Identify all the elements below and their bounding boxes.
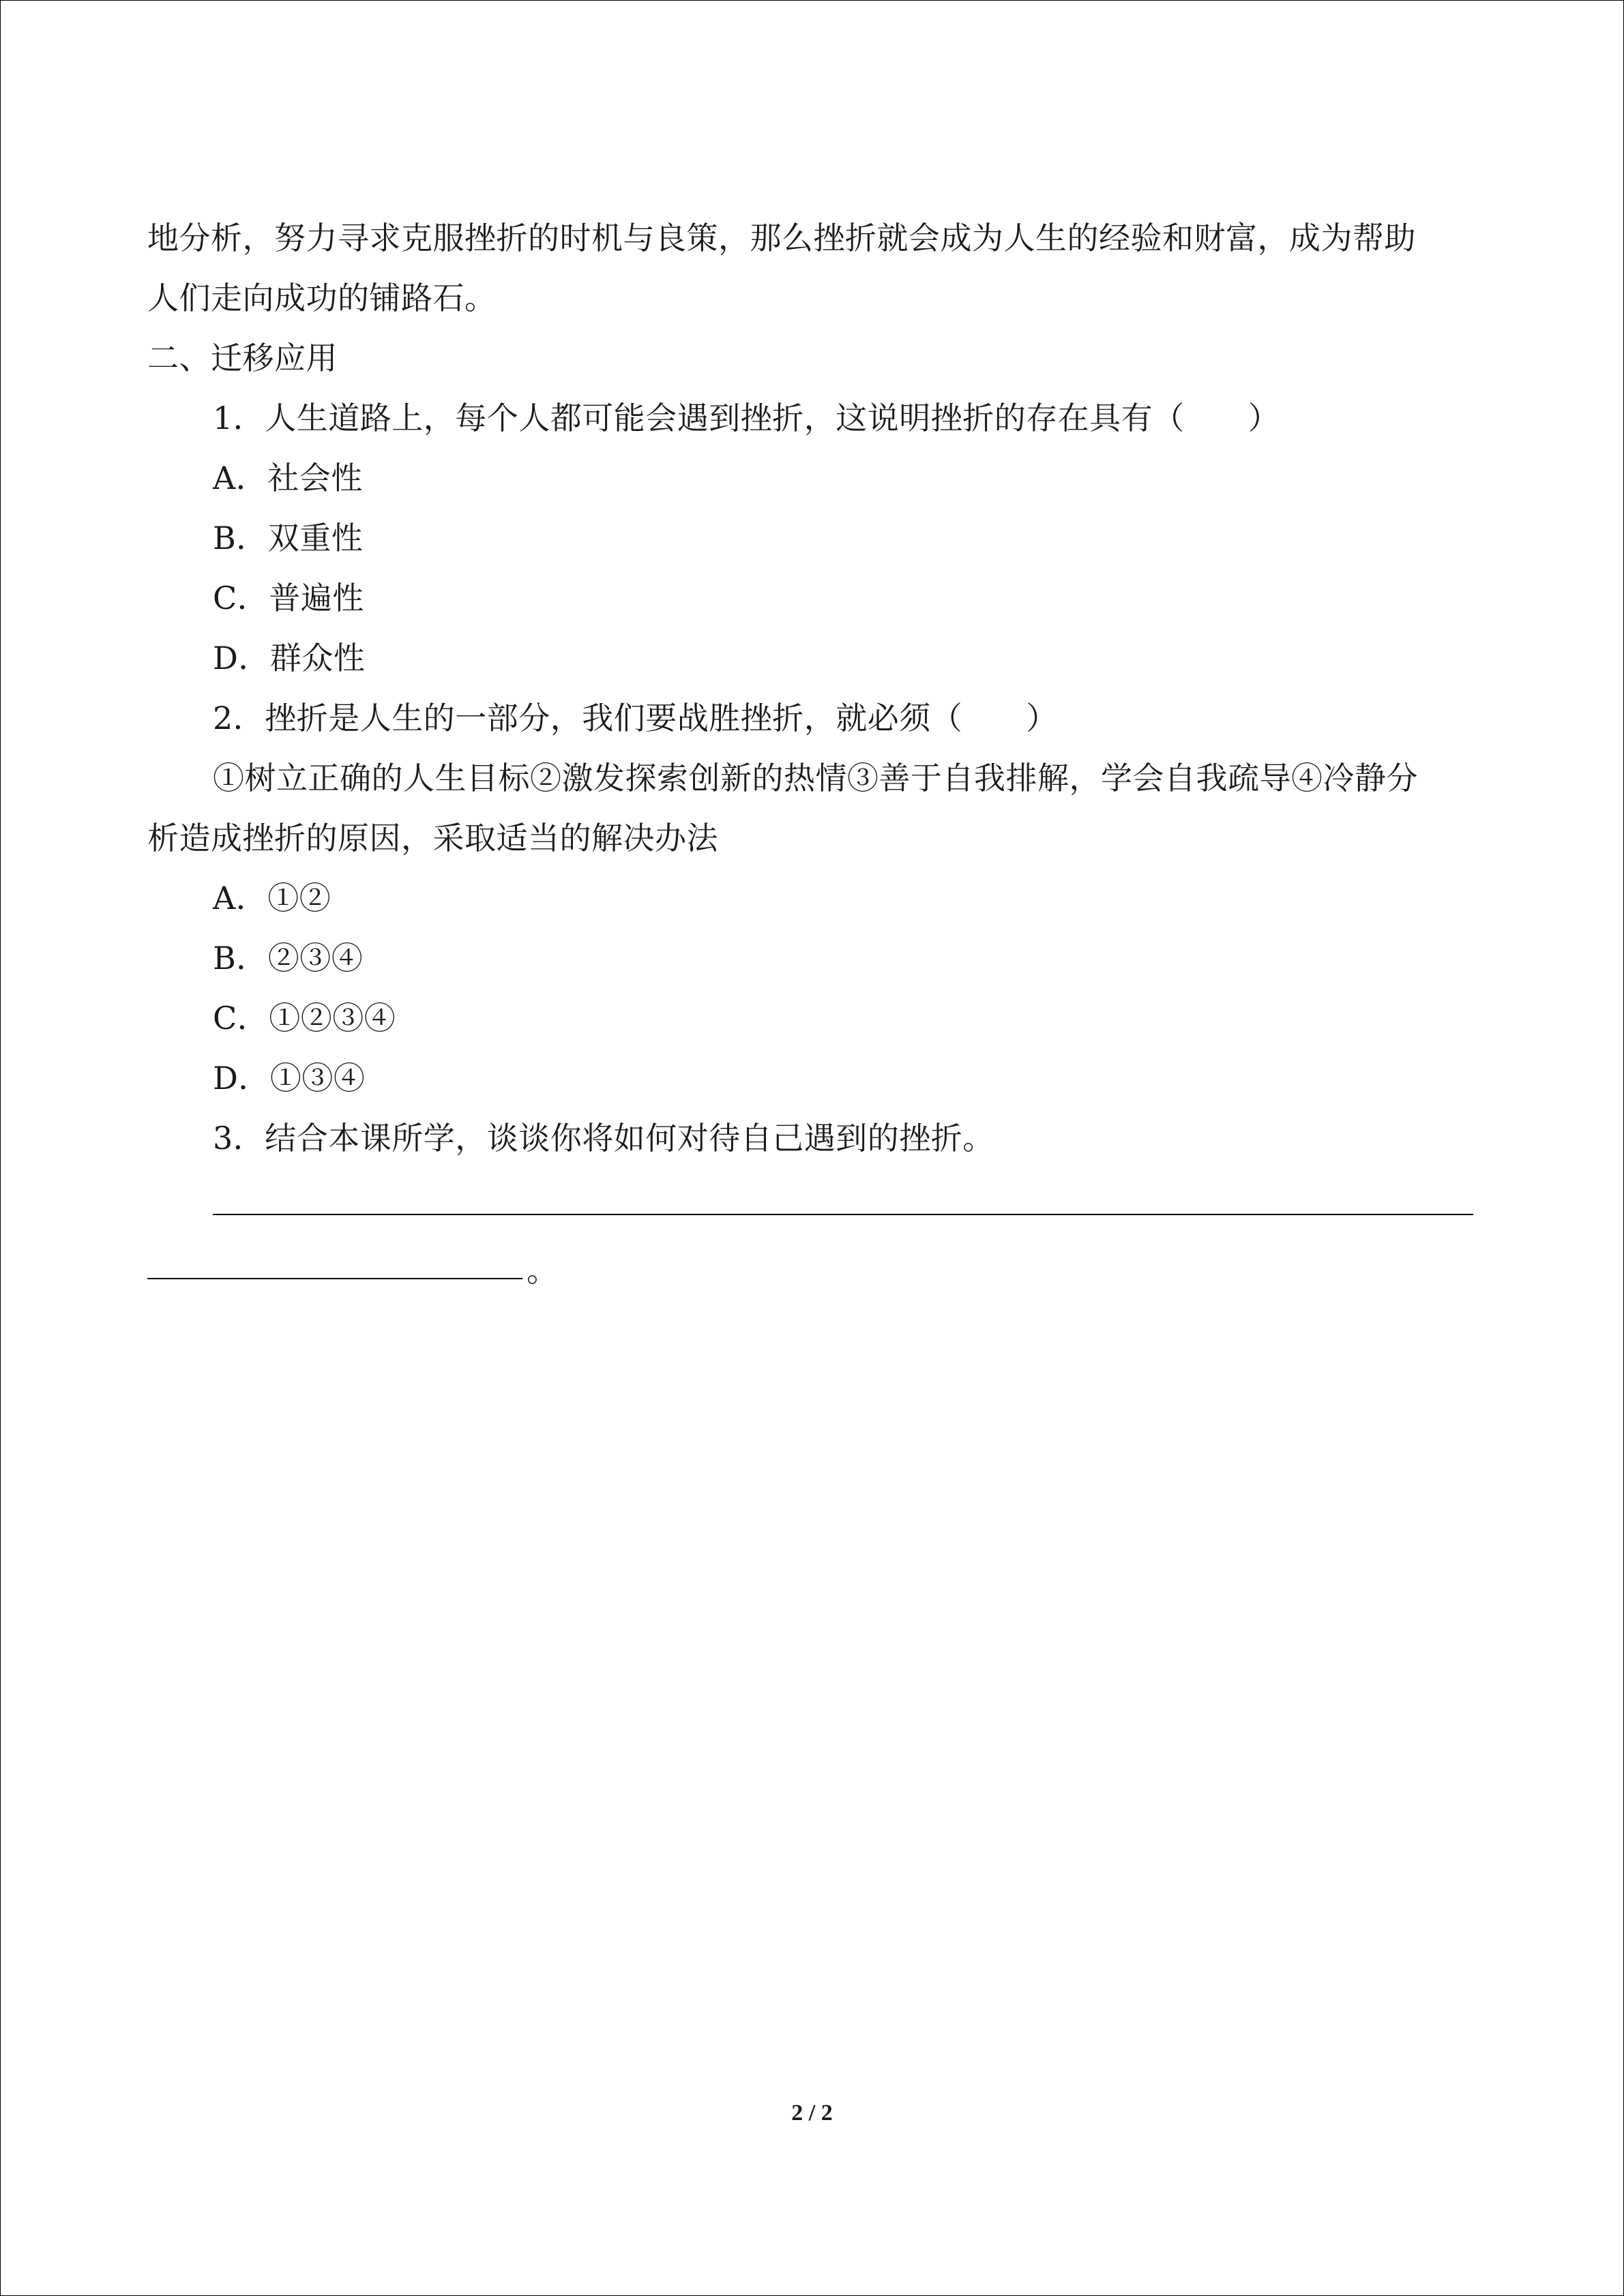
question-2-option-b: B．②③④ (213, 940, 364, 976)
question-2-stem: 2．挫折是人生的一部分，我们要战胜挫折，就必须（ ） (213, 700, 1058, 736)
question-1-option-d: D．群众性 (213, 640, 366, 676)
question-2-option-d: D．①③④ (213, 1060, 366, 1097)
answer-blank-line-short (147, 1278, 522, 1279)
section-heading: 二、迁移应用 (147, 340, 338, 376)
answer-blank-period: 。 (527, 1252, 558, 1289)
answer-blank-tail (147, 1241, 558, 1289)
paragraph-line: 地分析，努力寻求克服挫折的时机与良策，那么挫折就会成为人生的经验和财富，成为帮助 (147, 220, 1416, 256)
document-body (147, 208, 1477, 1168)
question-1-option-c: C．普遍性 (213, 580, 364, 616)
question-2-statements: ①树立正确的人生目标②激发探索创新的热情③善于自我排解，学会自我疏导④冷静分 (213, 760, 1418, 796)
question-2-option-a: A．①② (213, 880, 331, 916)
question-1-option-b: B．双重性 (213, 520, 364, 556)
question-3-stem: 3．结合本课所学，谈谈你将如何对待自己遇到的挫折。 (213, 1120, 994, 1157)
question-2-option-c: C．①②③④ (213, 1000, 396, 1037)
answer-blank-line (213, 1214, 1473, 1215)
paragraph-line: 人们走向成功的铺路石。 (147, 280, 497, 316)
question-2-statements-continued: 析造成挫折的原因，采取适当的解决办法 (147, 820, 718, 856)
page-number: 2 / 2 (791, 2100, 833, 2126)
question-1-option-a: A．社会性 (213, 460, 363, 496)
question-1-stem: 1．人生道路上，每个人都可能会遇到挫折，这说明挫折的存在具有（ ） (213, 400, 1280, 436)
